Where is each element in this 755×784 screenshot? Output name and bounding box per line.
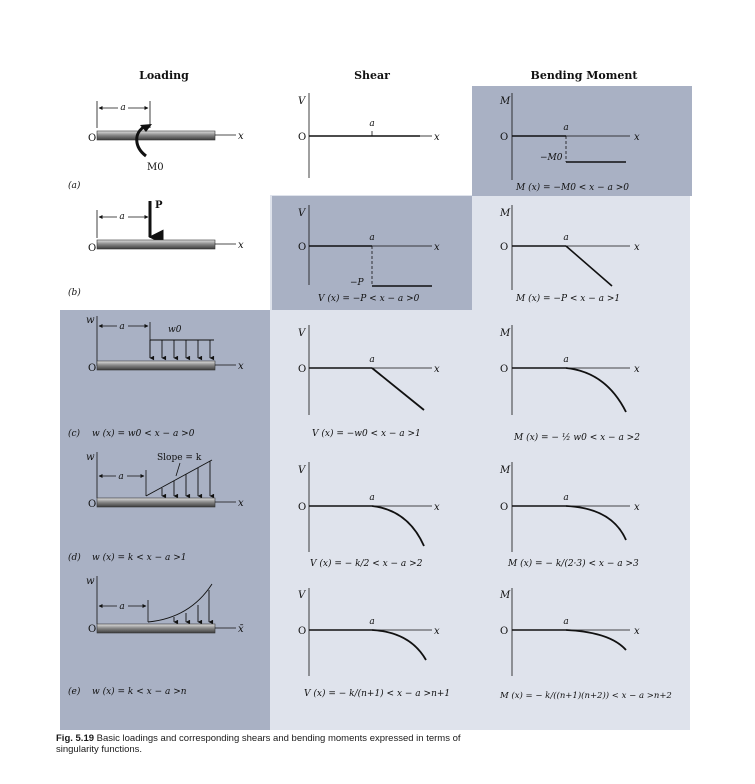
a-label: a — [563, 617, 569, 627]
origin-label: O — [298, 364, 307, 375]
loading-equation-c: w (x) = w0 < x − a >0 — [92, 429, 195, 439]
x-axis-label: x — [434, 132, 440, 143]
w-axis-label: w — [86, 576, 95, 587]
origin-label: O — [88, 499, 97, 510]
shear-equation-d: V (x) = − k/2 < x − a >2 — [310, 559, 423, 569]
row-label-a: (a) — [68, 181, 81, 191]
dimension-a-label: a — [119, 212, 125, 222]
v-axis-label: V — [298, 328, 306, 339]
slope-label: Slope = k — [157, 453, 202, 463]
w0-label: w0 — [168, 325, 182, 335]
row-label-b: (b) — [68, 288, 81, 298]
m-axis-label: M — [500, 465, 511, 476]
origin-label: O — [88, 243, 97, 254]
v-axis-label: V — [298, 465, 306, 476]
a-label: a — [563, 123, 569, 133]
dimension-a-label: a — [119, 602, 125, 612]
loading-b — [88, 200, 244, 254]
shear-a — [298, 93, 440, 178]
a-label: a — [369, 233, 375, 243]
v-axis-label: V — [298, 208, 306, 219]
dimension-a-label: a — [120, 103, 126, 113]
x-axis-label: x — [634, 242, 640, 253]
dimension-a-label: a — [118, 472, 124, 482]
m0-label: M0 — [147, 162, 164, 173]
x-axis-label: x — [238, 131, 244, 142]
x-axis-label: x — [434, 242, 440, 253]
moment-equation-d: M (x) = − k/(2·3) < x − a >3 — [508, 559, 639, 569]
x-axis-label: x — [434, 626, 440, 637]
w-axis-label: w — [86, 315, 95, 326]
moment-equation-c: M (x) = − ½ w0 < x − a >2 — [514, 433, 640, 443]
loading-a — [88, 101, 244, 173]
m-axis-label: M — [500, 208, 511, 219]
neg-p-label: −P — [350, 278, 364, 288]
a-label: a — [563, 493, 569, 503]
caption-text: Basic loadings and corresponding shears and bending moments expressed in terms of singularity functions. — [56, 733, 461, 755]
origin-label: O — [298, 242, 307, 253]
row-label-c: (c) — [68, 429, 81, 439]
row-label-e: (e) — [68, 687, 81, 697]
x-axis-label: x — [238, 240, 244, 251]
dimension-a-label: a — [119, 322, 125, 332]
caption-label: Fig. 5.19 — [56, 733, 95, 744]
origin-label: O — [88, 363, 97, 374]
beam — [97, 361, 215, 370]
m-axis-label: M — [500, 590, 511, 601]
header-bending-moment: Bending Moment — [530, 69, 638, 82]
moment-equation-a: M (x) = −M0 < x − a >0 — [516, 183, 630, 193]
a-label: a — [563, 355, 569, 365]
a-label: a — [369, 493, 375, 503]
v-axis-label: V — [298, 590, 306, 601]
x-axis-label: x — [238, 498, 244, 509]
row-label-d: (d) — [68, 553, 81, 563]
v-axis-label: V — [298, 96, 306, 107]
moment-equation-e: M (x) = − k/((n+1)(n+2)) < x − a >n+2 — [500, 691, 672, 701]
beam — [97, 624, 215, 633]
a-label: a — [369, 617, 375, 627]
origin-label: O — [500, 502, 509, 513]
x-axis-label: x — [634, 626, 640, 637]
shear-equation-b: V (x) = −P < x − a >0 — [318, 294, 420, 304]
origin-label: O — [298, 502, 307, 513]
a-label: a — [563, 233, 569, 243]
x-axis-label: x — [434, 364, 440, 375]
origin-label: O — [500, 626, 509, 637]
header-loading: Loading — [139, 69, 189, 82]
x-axis-label: x̄ — [238, 624, 244, 635]
x-axis-label: x — [434, 502, 440, 513]
origin-label: O — [298, 626, 307, 637]
x-axis-label: x — [634, 502, 640, 513]
beam — [97, 498, 215, 507]
figure-caption — [56, 733, 496, 755]
shear-equation-e: V (x) = − k/(n+1) < x − a >n+1 — [304, 689, 451, 699]
a-label: a — [369, 119, 375, 129]
neg-m0-label: −M0 — [540, 153, 563, 163]
origin-label: O — [500, 132, 509, 143]
beam — [97, 131, 215, 140]
shear-equation-c: V (x) = −w0 < x − a >1 — [312, 429, 421, 439]
m-axis-label: M — [500, 96, 511, 107]
a-label: a — [369, 355, 375, 365]
origin-label: O — [500, 242, 509, 253]
loading-equation-d: w (x) = k < x − a >1 — [92, 553, 187, 563]
moment-equation-b: M (x) = −P < x − a >1 — [516, 294, 621, 304]
beam — [97, 240, 215, 249]
origin-label: O — [88, 133, 97, 144]
origin-label: O — [88, 624, 97, 635]
origin-label: O — [298, 132, 307, 143]
origin-label: O — [500, 364, 509, 375]
p-label: P — [155, 200, 163, 211]
loading-equation-e: w (x) = k < x − a >n — [92, 687, 187, 697]
x-axis-label: x — [238, 361, 244, 372]
w-axis-label: w — [86, 452, 95, 463]
m-axis-label: M — [500, 328, 511, 339]
x-axis-label: x — [634, 132, 640, 143]
header-shear: Shear — [354, 69, 390, 82]
x-axis-label: x — [634, 364, 640, 375]
